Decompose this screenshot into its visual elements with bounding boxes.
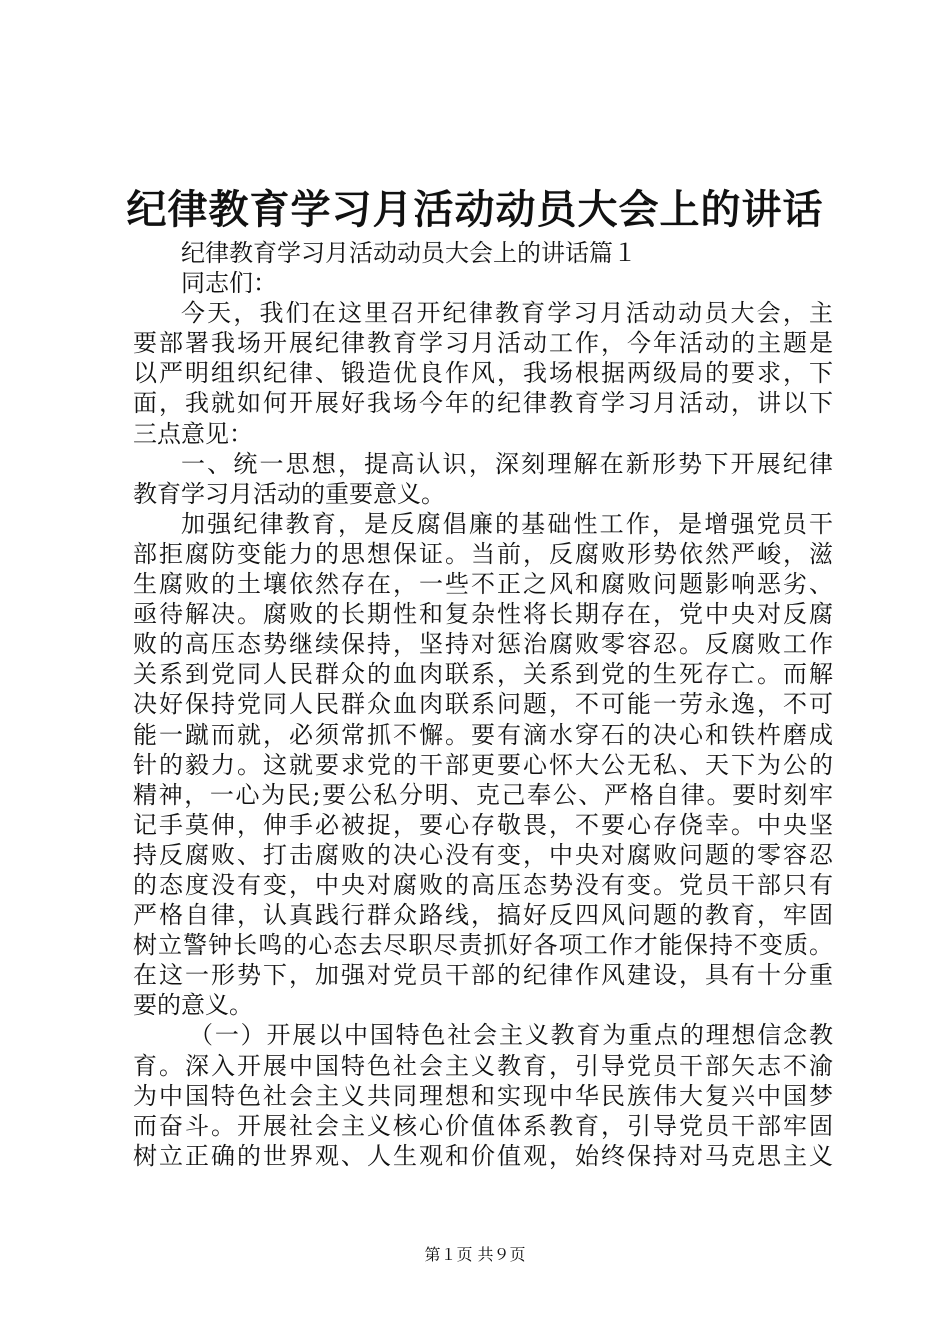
paragraph-line: 的态度没有变，中央对腐败的高压态势没有变。党员干部只有 [133,870,833,899]
paragraph-line: 记手莫伸，伸手必被捉，要心存敬畏，不要心存侥幸。中央坚 [133,810,833,839]
paragraph-line: 面，我就如何开展好我场今年的纪律教育学习月活动，讲以下 [133,389,833,418]
paragraph-line: 部拒腐防变能力的思想保证。当前，反腐败形势依然严峻，滋 [133,539,833,568]
subheading-line: （一）开展以中国特色社会主义教育为重点的理想信念教 [189,1021,833,1050]
paragraph-line: 要部署我场开展纪律教育学习月活动工作，今年活动的主题是 [133,329,833,358]
paragraph-line: 精神，一心为民;要公私分明、克己奉公、严格自律。要时刻牢 [133,780,833,809]
salutation-line: 同志们： [181,269,277,298]
paragraph-line: 加强纪律教育，是反腐倡廉的基础性工作，是增强党员干 [181,509,833,538]
paragraph-line: 树立警钟长鸣的心态去尽职尽责抓好各项工作才能保持不变质。 [133,931,833,960]
paragraph-line: 为中国特色社会主义共同理想和实现中华民族伟大复兴中国梦 [133,1081,833,1110]
paragraph-line: 育。深入开展中国特色社会主义教育，引导党员干部矢志不渝 [133,1051,833,1080]
paragraph-line: 针的毅力。这就要求党的干部更要心怀大公无私、天下为公的 [133,750,833,779]
paragraph-line: 在这一形势下，加强对党员干部的纪律作风建设，具有十分重 [133,961,833,990]
paragraph-line: 关系到党同人民群众的血肉联系，关系到党的生死存亡。而解 [133,660,833,689]
paragraph-line: 三点意见： [133,419,253,448]
paragraph-line: 败的高压态势继续保持，坚持对惩治腐败零容忍。反腐败工作 [133,630,833,659]
paragraph-line: 亟待解决。腐败的长期性和复杂性将长期存在，党中央对反腐 [133,600,833,629]
paragraph-line: 树立正确的世界观、人生观和价值观，始终保持对马克思主义 [133,1141,833,1170]
paragraph-line: 而奋斗。开展社会主义核心价值体系教育，引导党员干部牢固 [133,1111,833,1140]
paragraph-line: 要的意义。 [133,991,253,1020]
subtitle-line: 纪律教育学习月活动动员大会上的讲话篇１ [181,239,637,267]
page-footer: 第１页 共９页 [424,1245,526,1264]
paragraph-line: 今天，我们在这里召开纪律教育学习月活动动员大会，主 [181,299,833,328]
paragraph-line: 持反腐败、打击腐败的决心没有变，中央对腐败问题的零容忍 [133,840,833,869]
document-title: 纪律教育学习月活动动员大会上的讲话 [126,186,824,233]
heading-line: 一、统一思想，提高认识，深刻理解在新形势下开展纪律 [181,449,833,478]
heading-line: 教育学习月活动的重要意义。 [133,479,445,508]
paragraph-line: 以严明组织纪律、锻造优良作风，我场根据两级局的要求，下 [133,359,833,388]
paragraph-line: 严格自律，认真践行群众路线，搞好反四风问题的教育，牢固 [133,901,833,930]
paragraph-line: 能一蹴而就，必须常抓不懈。要有滴水穿石的决心和铁杵磨成 [133,720,833,749]
paragraph-line: 决好保持党同人民群众血肉联系问题，不可能一劳永逸，不可 [133,690,833,719]
document-body [133,238,833,1171]
paragraph-line: 生腐败的土壤依然存在，一些不正之风和腐败问题影响恶劣、 [133,570,833,599]
